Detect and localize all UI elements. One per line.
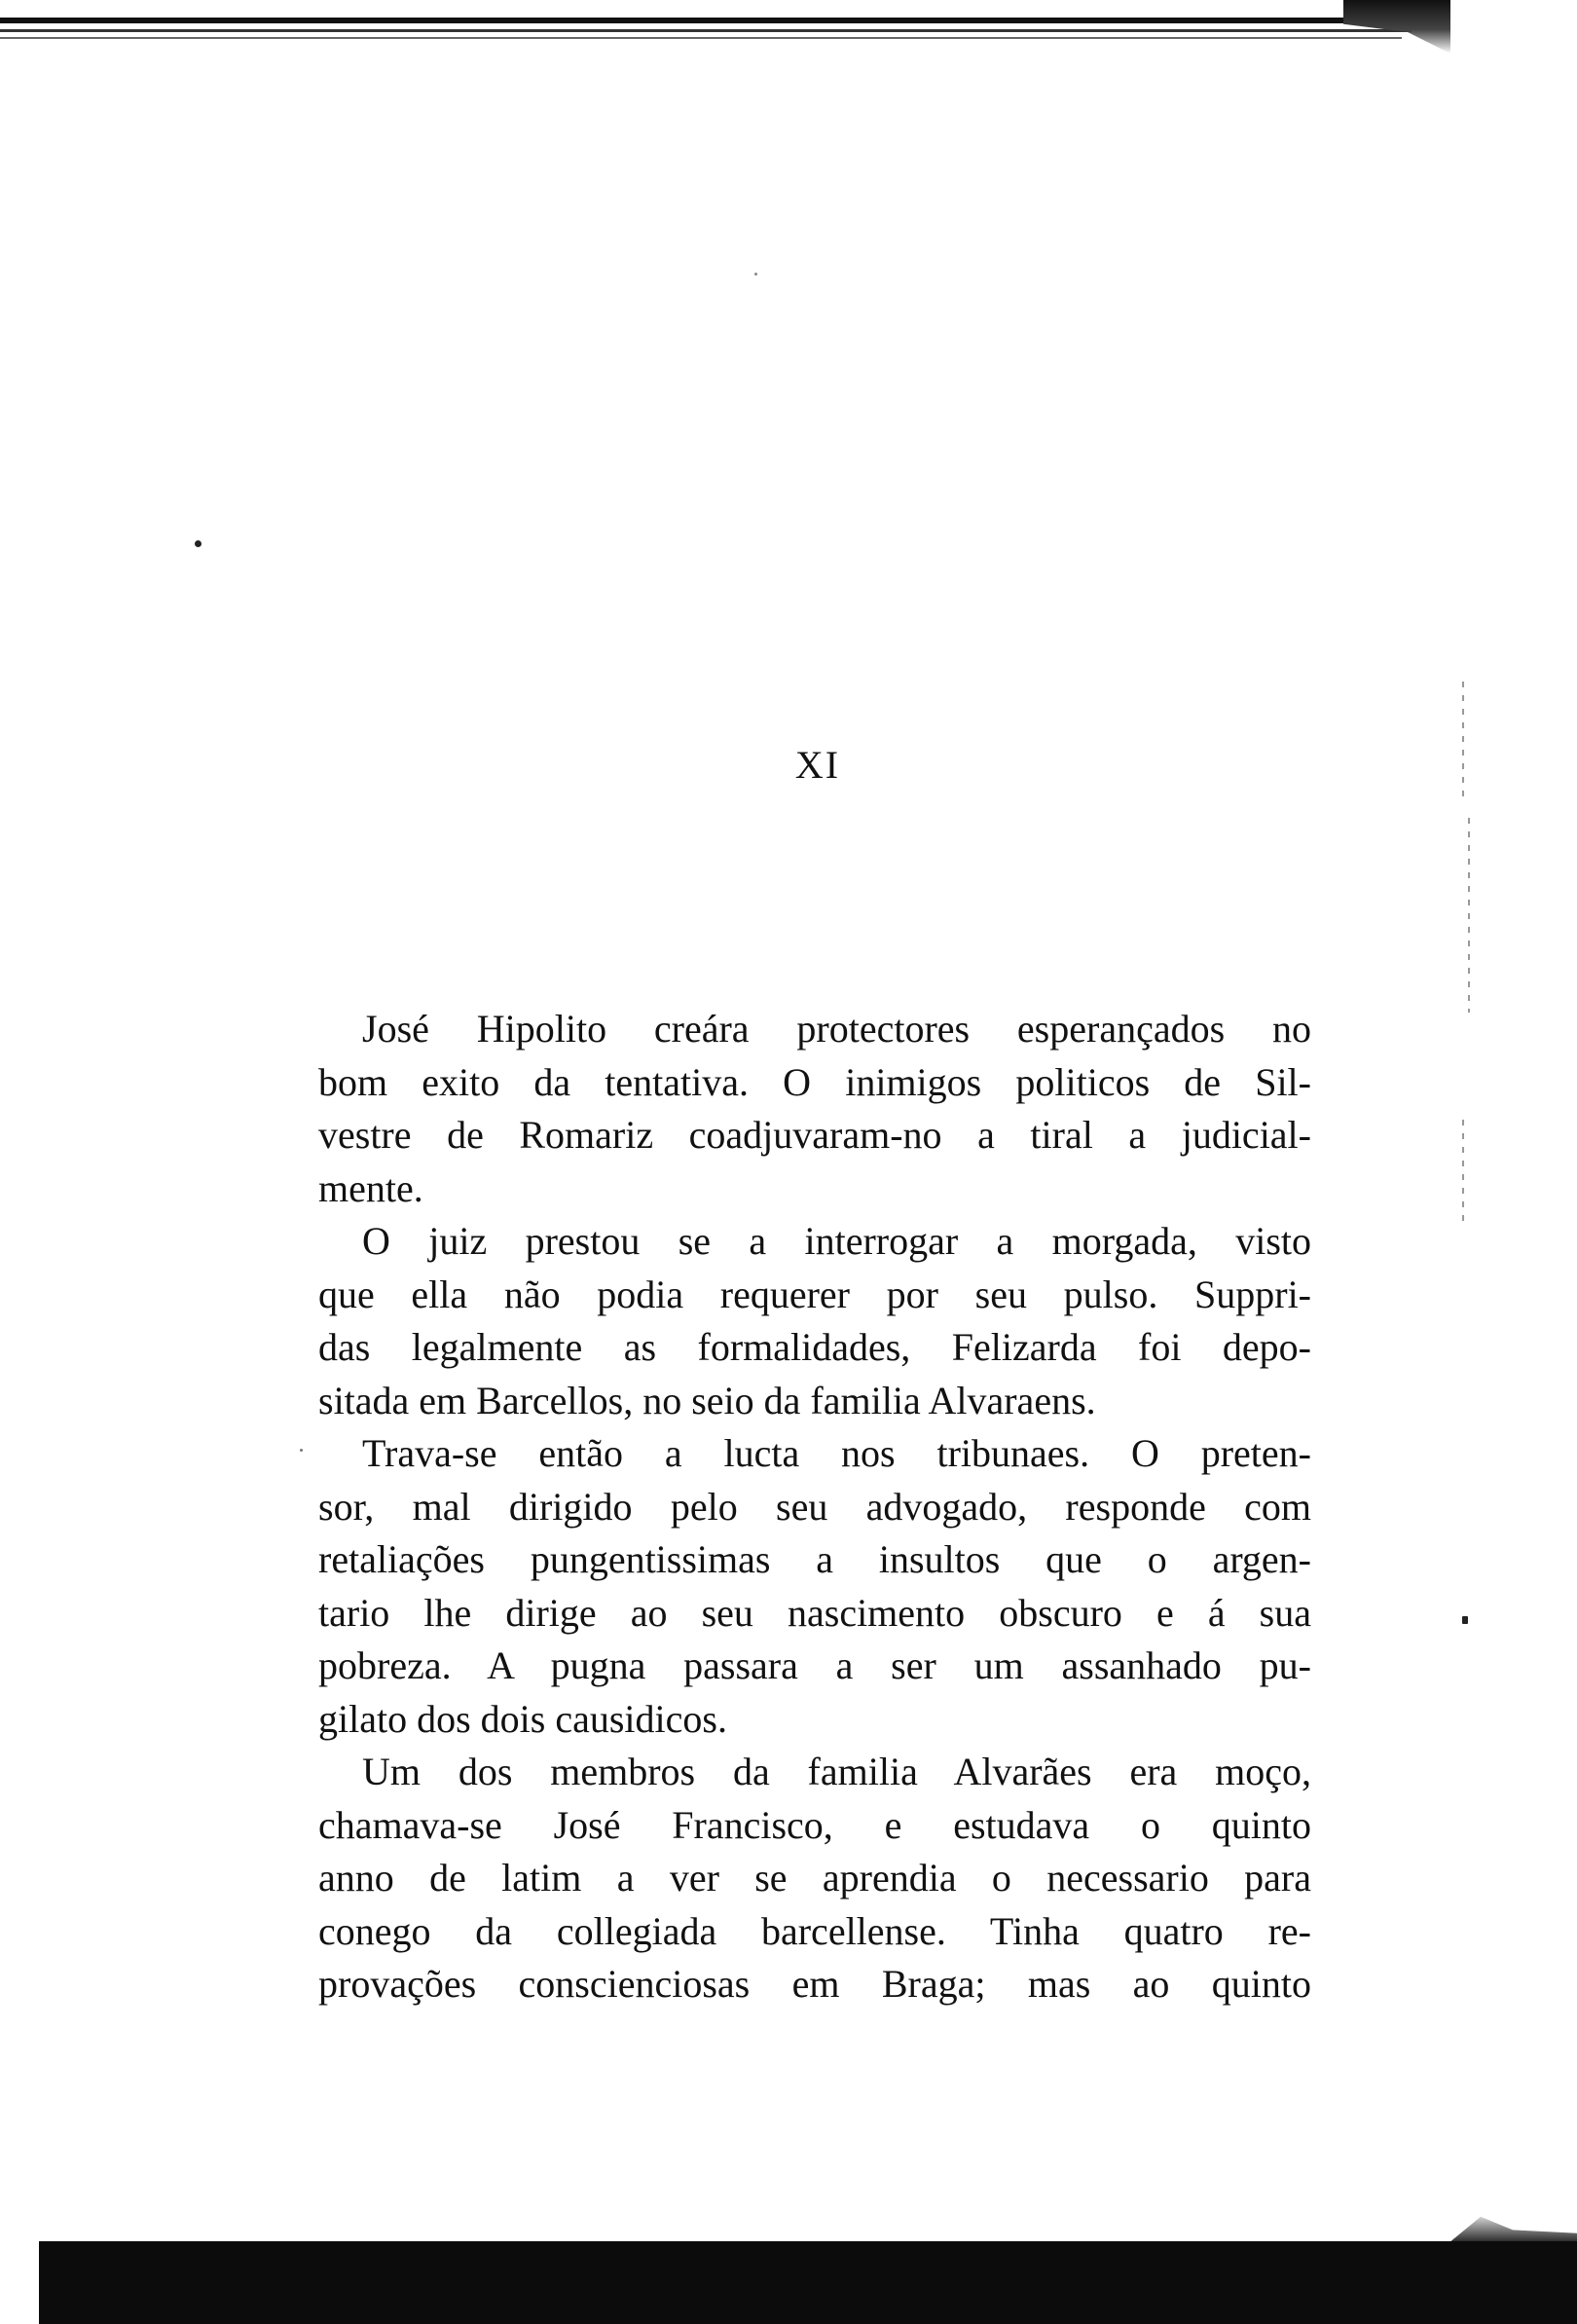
text-line: provações conscienciosas em Braga; mas ao quinto xyxy=(318,1962,1311,2006)
text-line: bom exito da tentativa. O inimigos politicos de Sil- xyxy=(318,1059,1311,1104)
text-line: Trava-se então a lucta nos tribunaes. O preten- xyxy=(362,1431,1311,1475)
text-line: pobreza. A pugna passara a ser um assanhado pu- xyxy=(318,1643,1311,1687)
text-line: Um dos membros da familia Alvarães era moço, xyxy=(362,1750,1311,1793)
text-line: mente. xyxy=(318,1165,423,1210)
ink-speck xyxy=(754,273,757,276)
page-edge-artifact xyxy=(1468,818,1470,1013)
text-line: sitada em Barcellos, no seio da familia Alvaraens. xyxy=(318,1378,1096,1422)
text-line: das legalmente as formalidades, Felizarda foi depo- xyxy=(318,1325,1311,1369)
ink-speck xyxy=(300,1449,303,1452)
bottom-corner-shadow xyxy=(1363,2210,1577,2243)
text-line: anno de latim a ver se aprendia o necessario para xyxy=(318,1856,1311,1900)
ink-speck xyxy=(195,540,202,547)
body-text xyxy=(318,1003,1311,2011)
text-line: tario lhe dirige ao seu nascimento obscuro e á sua xyxy=(318,1590,1311,1635)
ink-speck xyxy=(1462,1616,1468,1624)
text-line: chamava-se José Francisco, e estudava o quinto xyxy=(318,1802,1311,1847)
top-rule-line xyxy=(0,29,1412,32)
top-rule-line xyxy=(0,37,1402,39)
top-border-artifact xyxy=(0,0,1431,41)
text-line: José Hipolito creára protectores esperançados no xyxy=(362,1007,1311,1051)
bottom-border-artifact xyxy=(39,2241,1577,2324)
text-line: conego da collegiada barcellense. Tinha quatro re- xyxy=(318,1908,1311,1953)
chapter-heading: XI xyxy=(794,743,841,787)
text-line: sor, mal dirigido pelo seu advogado, responde com xyxy=(318,1484,1311,1529)
text-line: gilato dos dois causidicos. xyxy=(318,1696,727,1741)
text-line: vestre de Romariz coadjuvaram-no a tiral a judicial- xyxy=(318,1113,1311,1157)
page-edge-artifact xyxy=(1462,1120,1464,1227)
text-line: que ella não podia requerer por seu pulso. Suppri- xyxy=(318,1272,1311,1316)
text-line: O juiz prestou se a interrogar a morgada, visto xyxy=(362,1219,1311,1263)
top-rule-line xyxy=(0,18,1421,23)
text-line: retaliações pungentissimas a insultos que o argen- xyxy=(318,1537,1311,1581)
